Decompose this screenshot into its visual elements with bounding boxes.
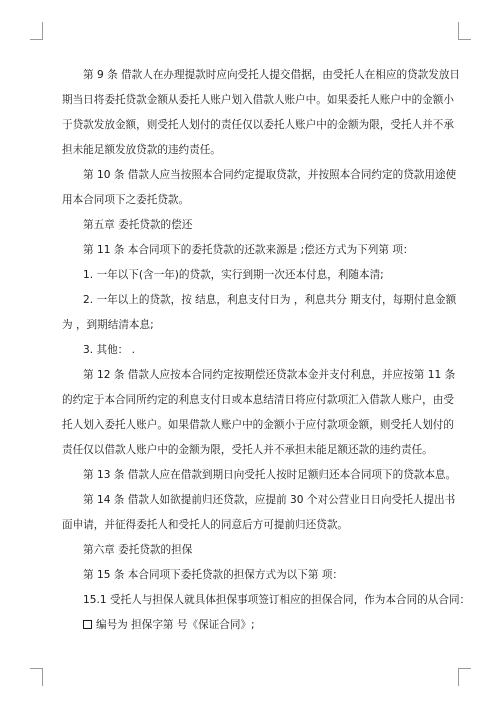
text-line: 为 ，到期结清本息;	[62, 319, 154, 331]
checkbox-line	[62, 613, 450, 638]
checkbox-label: 编号为 担保字第 号《保证合同》;	[96, 619, 255, 631]
text-line: 用本合同项下之委托贷款。	[62, 194, 190, 206]
text-line: 的约定于本合同所约定的利息支付日或本息结清日将应付款项汇入借款人账户，由受	[62, 394, 454, 406]
crop-mark-top-left	[30, 22, 43, 40]
text-line: 3. 其他： .	[83, 344, 135, 356]
crop-mark-bottom-left	[30, 668, 43, 686]
text-line: 第 9 条 借款人在办理提款时应向受托人提交借据，由受托人在相应的贷款发放日	[83, 69, 461, 81]
text-line: 托人划入委托人账户。如果借款人账户中的金额小于应付款项金额，则受托人划付的	[62, 419, 454, 431]
chapter-heading: 第六章 委托贷款的担保	[83, 544, 193, 556]
text-line: 面申请，并征得委托人和受托人的同意后方可提前归还贷款。	[62, 519, 349, 531]
text-line: 2. 一年以上的贷款，按 结息，利息支付日为 ，利息共分 期支付，每期付息金额	[83, 294, 457, 306]
text-line: 第 13 条 借款人应在借款到期日向受托人按时足额归还本合同项下的贷款本息。	[83, 469, 457, 481]
chapter-heading: 第五章 委托贷款的偿还	[83, 219, 193, 231]
text-line: 15.1 受托人与担保人就具体担保事项签订相应的担保合同，作为本合同的从合同：	[83, 594, 471, 606]
text-line: 第 10 条 借款人应当按照本合同约定提取贷款，并按照本合同约定的贷款用途使	[83, 169, 457, 181]
document-body	[62, 63, 471, 638]
crop-mark-top-right	[458, 22, 471, 40]
text-line: 第 12 条 借款人应按本合同约定按期偿还贷款本金并支付利息，并应按第 11 条	[83, 369, 456, 381]
crop-mark-bottom-right	[458, 668, 471, 686]
text-line: 第 15 条 本合同项下委托贷款的担保方式为以下第 项：	[83, 569, 344, 581]
text-line: 责任仅以借款人账户中的金额为限，受托人并不承担未能足额还款的违约责任。	[62, 444, 433, 456]
text-line: 期当日将委托贷款金额从委托人账户划入借款人账户中。如果委托人账户中的金额小	[62, 94, 454, 106]
text-line: 第 14 条 借款人如欲提前归还贷款，应提前 30 个对公营业日日向受托人提出书	[83, 494, 456, 506]
text-line: 1. 一年以下(含一年)的贷款，实行到期一次还本付息，利随本清;	[83, 269, 384, 281]
checkbox-icon[interactable]	[83, 620, 92, 629]
text-line: 担未能足额发放贷款的违约责任。	[62, 144, 221, 156]
text-line: 第 11 条 本合同项下的委托贷款的还款来源是 ;偿还方式为下列第 项：	[83, 244, 414, 256]
text-line: 于贷款发放金额，则受托人划付的责任仅以委托人账户中的金额为限，受托人并不承	[62, 119, 454, 131]
